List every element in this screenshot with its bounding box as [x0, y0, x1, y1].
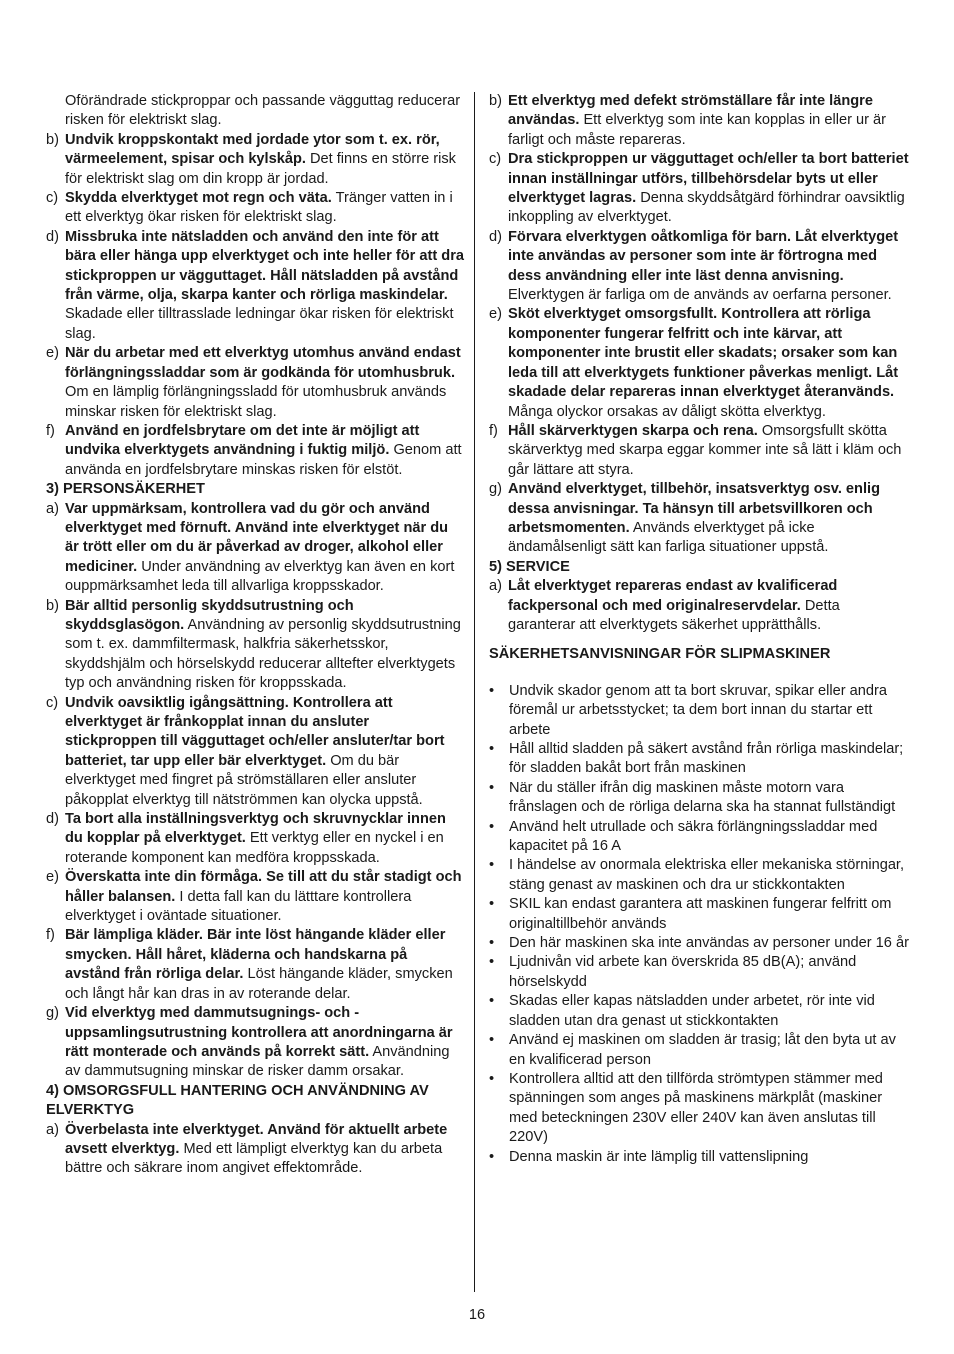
- bullet-icon: •: [489, 857, 495, 874]
- bullet-item: [489, 740, 909, 779]
- list-item: [489, 422, 909, 480]
- item-bold-text: Bär alltid personlig skyddsutrustning och skyddsglasögon.: [65, 597, 354, 633]
- bullet-text: Använd helt utrullade och säkra förlängningssladdar med kapacitet på 16 A: [509, 818, 878, 855]
- item-label: f): [46, 422, 55, 439]
- item-label: a): [46, 1121, 59, 1138]
- item-text: Om en lämplig förlängningssladd för utomhusbruk används minskar risken för elektriskt slag.: [65, 384, 447, 420]
- list-item: [46, 926, 464, 1004]
- item-label: f): [46, 927, 55, 944]
- item-text: Omsorgsfullt skötta skärverktyg med skarpa eggar kommer inte så lätt i kläm och går lättare att styra.: [508, 422, 902, 478]
- bullet-item: [489, 934, 909, 953]
- bullet-item: [489, 953, 909, 992]
- bullet-icon: •: [489, 741, 495, 757]
- list-item: [46, 131, 464, 189]
- left-column: [46, 92, 464, 1179]
- bullet-item: [489, 1148, 909, 1167]
- item-bold-text: Missbruka inte nätsladden och använd den inte för att bära eller hänga upp elverktyget och inte heller för att dra stickproppen ur vägguttaget. Håll nätsladden på avstånd från värme, olja, skarpa kanter och rörliga maskindelar.: [65, 228, 465, 304]
- item-label: c): [489, 151, 502, 168]
- item-text: Användning av personlig skyddsutrustning som t. ex. dammfiltermask, halkfria säkerhetsskor, skyddshjälm och hörselskydd reducerar alltefter elverktygets typ och användning risken för kroppsskada.: [65, 616, 461, 692]
- bullet-item: [489, 856, 909, 895]
- bullet-text: I händelse av onormala elektriska eller mekaniska störningar, stäng genast av maskinen och dra ur stickkontakten: [509, 857, 905, 893]
- item-label: b): [46, 131, 59, 148]
- bullet-text: Denna maskin är inte lämplig till vattenslipning: [509, 1148, 809, 1165]
- list-item: [46, 810, 464, 868]
- bullet-text: När du ställer ifrån dig maskinen måste motorn vara frånslagen och de rörliga delarna ska ha stannat fullständigt: [509, 779, 896, 816]
- list-item: [46, 1121, 464, 1179]
- item-bold-text: Undvik oavsiktlig igångsättning. Kontrollera att elverktyget är frånkopplat innan du ansluter stickproppen till vägguttaget och/eller ansluter/tar bort batteriet, tar upp eller bär elverktyget.: [65, 694, 445, 769]
- bullet-item: [489, 818, 909, 857]
- list-item: [46, 228, 464, 344]
- item-bold-text: Skydda elverktyget mot regn och väta.: [65, 190, 332, 207]
- bullet-item: [489, 895, 909, 934]
- bullet-text: Skadas eller kapas nätsladden under arbetet, rör inte vid sladden utan dra genast ut stickkontakten: [509, 993, 875, 1029]
- item-label: e): [489, 306, 502, 323]
- item-label: d): [46, 811, 59, 828]
- list-item: [46, 1004, 464, 1082]
- list-item: [489, 577, 909, 635]
- list-item: [46, 500, 464, 597]
- item-text: Löst hängande kläder, smycken och långt hår kan dras in av roterande delar.: [65, 966, 453, 1002]
- item-text: Med ett lämpligt elverktyg kan du arbeta bättre och säkrare inom angivet effektområde.: [65, 1140, 443, 1177]
- bullet-item: [489, 682, 909, 740]
- bullet-text: Använd ej maskinen om sladden är trasig; låt den byta ut av en kvalificerad person: [509, 1032, 896, 1068]
- item-bold-text: Använd en jordfelsbrytare om det inte är möjligt att undvika elverktygets användning i fuktig miljö.: [65, 422, 420, 459]
- bullet-text: SKIL kan endast garantera att maskinen fungerar felfritt om originaltillbehör används: [509, 896, 892, 932]
- heading-sander-safety: SÄKERHETSANVISNINGAR FÖR SLIPMASKINER: [489, 646, 831, 663]
- item-bold-text: Låt elverktyget repareras endast av kvalificerad fackpersonal och med originalreservdelar.: [508, 578, 838, 614]
- item-bold-text: Undvik kroppskontakt med jordade ytor som t. ex. rör, värmeelement, spisar och kylskåp.: [65, 131, 440, 168]
- heading-personal-safety: 3) PERSONSÄKERHET: [46, 481, 205, 498]
- list-item: [489, 305, 909, 421]
- list-item: [489, 480, 909, 558]
- item-bold-text: Sköt elverktyget omsorgsfullt. Kontrollera att rörliga komponenter fungerar felfritt och inte kärvar, att komponenter inte brustit eller skadats; orsaker som kan leda till att elverktygets funktioner påverkas menligt. Låt skadade delar repareras innan elverktyget återanvänds.: [508, 306, 899, 401]
- bullet-icon: •: [489, 1032, 495, 1049]
- item-label: d): [489, 228, 502, 245]
- item-text: Denna skyddsåtgärd förhindrar oavsiktlig inkoppling av elverktyget.: [508, 190, 905, 226]
- item-bold-text: Ett elverktyg med defekt strömställare får inte längre användas.: [508, 93, 873, 129]
- bullet-text: Kontrollera alltid att den tillförda strömtypen stämmer med spänningen som anges på maskinens märkplåt (maskiner med beteckningen 230V eller 240V kan även anslutas till 220V): [509, 1070, 883, 1146]
- list-item: [46, 868, 464, 926]
- item-bold-text: Förvara elverktygen oåtkomliga för barn. Låt elverktyget inte användas av personer som inte är förtrogna med dess användning eller inte läst denna anvisning.: [508, 228, 899, 284]
- item-text: Användning av dammutsugning minskar de risker damm orsakar.: [65, 1043, 450, 1080]
- item-label: c): [46, 190, 59, 207]
- tool-care-list-left: [46, 1121, 464, 1179]
- item-label: e): [46, 345, 59, 362]
- item-text: Genom att använda en jordfelsbrytare minskas risken för elstöt.: [65, 442, 462, 478]
- right-column: [489, 92, 909, 1167]
- item-label: e): [46, 869, 59, 886]
- heading-service: 5) SERVICE: [489, 558, 570, 575]
- item-text: Elverktygen är farliga om de används av oerfarna personer.: [508, 287, 892, 304]
- bullet-text: Håll alltid sladden på säkert avstånd från rörliga maskindelar; för sladden bakåt bort från maskinen: [509, 741, 904, 777]
- bullet-icon: •: [489, 682, 495, 699]
- item-label: d): [46, 228, 59, 245]
- bullet-item: [489, 779, 909, 818]
- item-text: Tränger vatten in i ett elverktyg ökar risken för elektriskt slag.: [65, 190, 453, 226]
- column-divider: [474, 92, 475, 1292]
- item-label: b): [46, 597, 59, 614]
- item-bold-text: Vid elverktyg med dammutsugnings- och -uppsamlingsutrustning kontrollera att anordningarna är rätt monterade och används på korrekt sätt.: [65, 1005, 453, 1060]
- electrical-safety-list: [46, 131, 464, 480]
- sander-safety-bullets: [489, 682, 909, 1167]
- list-item: [489, 92, 909, 150]
- item-label: a): [489, 578, 502, 595]
- item-text: I detta fall kan du lätttare kontrollera elverktyget i oväntade situationer.: [65, 888, 412, 925]
- bullet-text: Ljudnivån vid arbete kan överskrida 85 dB(A); använd hörselskydd: [509, 954, 857, 990]
- item-bold-text: Bär lämpliga kläder. Bär inte löst hängande kläder eller smycken. Håll håret, kläderna och handskarna på avstånd från rörliga delar.: [65, 927, 446, 983]
- item-label: g): [46, 1005, 59, 1022]
- bullet-text: Den här maskinen ska inte användas av personer under 16 år: [509, 935, 909, 952]
- bullet-icon: •: [489, 896, 495, 913]
- item-label: g): [489, 481, 502, 498]
- item-label: a): [46, 500, 59, 517]
- item-text: Många olyckor orsakas av dåligt skötta elverktyg.: [508, 403, 826, 420]
- list-item: [46, 344, 464, 422]
- item-label: b): [489, 93, 502, 109]
- bullet-icon: •: [489, 818, 495, 835]
- list-item: [46, 597, 464, 694]
- item-text: Om du bär elverktyget med fingret på strömställaren eller ansluter påkopplat elverktyg till nätströmmen kan olycka uppstå.: [65, 752, 423, 808]
- item-bold-text: Överbelasta inte elverktyget. Använd för aktuellt arbete avsett elverktyg.: [65, 1121, 448, 1157]
- item-text: Används elverktyget på icke ändamålsenligt sätt kan farliga situationer uppstå.: [508, 519, 829, 556]
- page-number: 16: [468, 1307, 486, 1323]
- bullet-text: Undvik skador genom att ta bort skruvar, spikar eller andra föremål ur arbetsstycket; ta dem bort innan du startar ett arbete: [509, 682, 887, 738]
- item-bold-text: Ta bort alla inställningsverktyg och skruvnycklar innen du kopplar på elverktyget.: [65, 811, 446, 847]
- item-text: Det finns en större risk för elektriskt slag om din kropp är jordad.: [65, 151, 456, 187]
- bullet-icon: •: [489, 993, 495, 1010]
- service-list: [489, 577, 909, 635]
- intro-text: Oförändrade stickproppar och passande vägguttag reducerar risken för elektriskt slag.: [65, 93, 461, 129]
- bullet-icon: •: [489, 1070, 495, 1087]
- bullet-item: [489, 1070, 909, 1148]
- bullet-icon: •: [489, 935, 495, 952]
- item-label: c): [46, 694, 59, 711]
- item-bold-text: Använd elverktyget, tillbehör, insatsverktyg osv. enlig dessa anvisningar. Ta hänsyn till arbetsvillkoren och arbetsmomenten.: [508, 481, 880, 536]
- list-item: [46, 422, 464, 480]
- item-text: Detta garanterar att elverktygets säkerhet upprätthålls.: [508, 597, 840, 633]
- item-label: f): [489, 422, 498, 439]
- bullet-icon: •: [489, 779, 495, 796]
- item-bold-text: Dra stickproppen ur vägguttaget och/eller ta bort batteriet innan inställningar utförs, tillbehörsdelar byts ut eller elverktyget lagras.: [508, 151, 909, 207]
- item-bold-text: När du arbetar med ett elverktyg utomhus använd endast förlängningssladdar som är godkända för utomhusbruk.: [65, 345, 461, 381]
- bullet-item: [489, 1031, 909, 1070]
- item-text: Ett verktyg eller en nyckel i en roterande komponent kan medföra kroppsskada.: [65, 830, 444, 866]
- item-bold-text: Överskatta inte din förmåga. Se till att du står stadigt och håller balansen.: [65, 869, 462, 905]
- item-text: Ett elverktyg som inte kan kopplas in eller ur är farligt och måste repareras.: [508, 112, 886, 148]
- bullet-icon: •: [489, 1148, 495, 1165]
- item-text: Skadade eller tilltrasslade ledningar ökar risken för elektriskt slag.: [65, 306, 454, 342]
- list-item: [46, 694, 464, 810]
- list-item: [46, 189, 464, 228]
- bullet-icon: •: [489, 954, 495, 971]
- list-item: [489, 228, 909, 306]
- heading-tool-use-care: 4) OMSORGSFULL HANTERING OCH ANVÄNDNING AV ELVERKTYG: [46, 1082, 429, 1119]
- item-bold-text: Var uppmärksam, kontrollera vad du gör och använd elverktyget med förnuft. Använd inte elverktyget när du är trött eller om du är påverkad av droger, alkohol eller mediciner.: [65, 500, 449, 575]
- item-text: Under användning av elverktyg kan även en kort ouppmärksamhet leda till allvarliga kroppsskador.: [65, 558, 455, 595]
- item-bold-text: Håll skärverktygen skarpa och rena.: [508, 422, 758, 439]
- tool-care-list-right: [489, 92, 909, 558]
- list-item: [489, 150, 909, 228]
- bullet-item: [489, 992, 909, 1031]
- personal-safety-list: [46, 500, 464, 1082]
